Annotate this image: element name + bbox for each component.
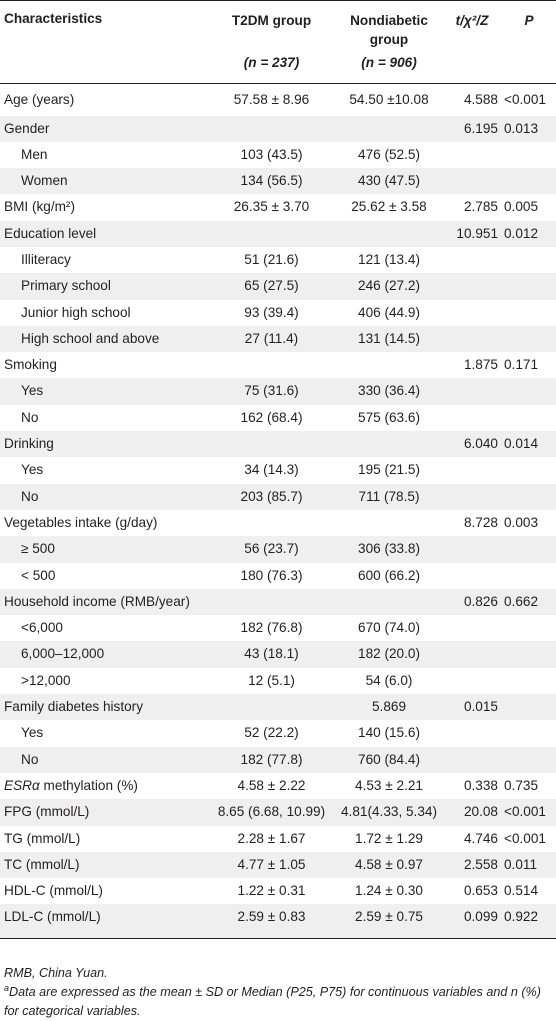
header-characteristics: Characteristics — [0, 1, 207, 54]
cell-t2dm: 43 (18.1) — [207, 641, 336, 667]
cell-statistic: 6.195 — [442, 116, 502, 142]
cell-nondiabetic: 1.24 ± 0.30 — [355, 883, 423, 899]
cell-p-value: <0.001 — [504, 830, 546, 846]
cell-t2dm: 27 (11.4) — [207, 326, 336, 352]
cell-t2dm — [207, 431, 336, 457]
cell-statistic — [442, 668, 502, 694]
cell-p-value — [502, 694, 556, 720]
cell-t2dm: 4.77 ± 1.05 — [207, 852, 336, 878]
cell-t2dm: 180 (76.3) — [240, 567, 303, 583]
cell-statistic: 20.08 — [442, 799, 502, 825]
row-label: TG (mmol/L) — [4, 830, 81, 846]
cell-t2dm — [207, 221, 336, 247]
cell-statistic — [442, 247, 502, 273]
row-label: Women — [0, 168, 207, 194]
cell-nondiabetic: 182 (20.0) — [336, 641, 442, 667]
row-label: < 500 — [21, 567, 56, 583]
table-row — [0, 221, 556, 247]
cell-statistic: 1.875 — [463, 357, 498, 373]
cell-statistic: 2.558 — [442, 852, 502, 878]
header-t2dm-n: (n = 237) — [207, 53, 336, 84]
row-label: No — [0, 484, 207, 510]
cell-p-value — [502, 484, 556, 510]
row-label: Yes — [21, 725, 44, 741]
table-row — [0, 300, 556, 326]
table-row — [0, 352, 556, 378]
header-t2dm-group: T2DM group — [207, 1, 336, 54]
cell-statistic — [442, 326, 502, 352]
cell-nondiabetic: 54.50 ±10.08 — [349, 92, 429, 107]
cell-t2dm: 51 (21.6) — [244, 251, 299, 267]
cell-nondiabetic: 121 (13.4) — [358, 251, 420, 267]
cell-statistic: 2.785 — [463, 199, 498, 215]
row-label: 6,000–12,000 — [0, 641, 207, 667]
cell-t2dm: 93 (39.4) — [244, 304, 299, 320]
cell-statistic: 0.653 — [463, 883, 498, 899]
row-label: Yes — [0, 378, 207, 404]
cell-p-value: <0.001 — [504, 92, 546, 107]
table-row — [0, 668, 556, 694]
cell-p-value — [502, 536, 556, 562]
table-row — [0, 326, 556, 352]
table-header — [0, 1, 556, 84]
cell-p-value — [502, 747, 556, 773]
row-label: >12,000 — [21, 672, 71, 688]
row-label: TC (mmol/L) — [0, 852, 207, 878]
cell-nondiabetic: 4.81(4.33, 5.34) — [336, 799, 442, 825]
cell-p-value: <0.001 — [502, 799, 556, 825]
cell-nondiabetic: 670 (74.0) — [358, 620, 420, 636]
data-expression-footnote — [4, 983, 552, 1021]
cell-statistic — [442, 273, 502, 299]
cell-statistic — [442, 641, 502, 667]
header-blank — [0, 53, 207, 84]
cell-statistic — [442, 378, 502, 404]
cell-p-value: 0.013 — [502, 116, 556, 142]
table-row — [0, 405, 556, 431]
cell-statistic — [442, 300, 502, 326]
cell-nondiabetic: 5.869 — [336, 694, 442, 720]
cell-statistic — [442, 563, 502, 589]
row-label: Men — [21, 146, 48, 162]
cell-nondiabetic: 4.58 ± 0.97 — [336, 852, 442, 878]
row-label: No — [21, 409, 39, 425]
cell-p-value: 0.662 — [502, 589, 556, 615]
cell-p-value: 0.735 — [504, 777, 539, 793]
cell-t2dm: 26.35 ± 3.70 — [233, 199, 310, 215]
cell-nondiabetic: 54 (6.0) — [365, 672, 413, 688]
cell-p-value — [502, 142, 556, 168]
cell-t2dm: 134 (56.5) — [207, 168, 336, 194]
cell-p-value: 0.012 — [502, 221, 556, 247]
cell-t2dm: 2.59 ± 0.83 — [207, 904, 336, 938]
cell-t2dm: 182 (77.8) — [207, 747, 336, 773]
row-label: Education level — [0, 221, 207, 247]
cell-p-value: 0.514 — [504, 883, 539, 899]
cell-t2dm — [207, 510, 336, 536]
cell-nondiabetic: 430 (47.5) — [336, 168, 442, 194]
cell-p-value — [502, 405, 556, 431]
cell-nondiabetic — [336, 352, 442, 378]
cell-statistic — [442, 747, 502, 773]
row-label: Illiteracy — [21, 251, 71, 267]
cell-t2dm: 2.28 ± 1.67 — [237, 830, 306, 846]
cell-statistic: 4.588 — [463, 92, 498, 107]
cell-t2dm: 103 (43.5) — [240, 146, 303, 162]
cell-nondiabetic: 140 (15.6) — [358, 725, 420, 741]
cell-nondiabetic: 195 (21.5) — [358, 462, 420, 478]
cell-p-value — [502, 457, 556, 483]
cell-nondiabetic — [336, 589, 442, 615]
row-label: FPG (mmol/L) — [0, 799, 207, 825]
cell-p-value: 0.003 — [504, 514, 539, 530]
cell-t2dm — [207, 694, 336, 720]
table-body — [0, 84, 556, 939]
cell-p-value — [502, 273, 556, 299]
cell-p-value: 0.014 — [502, 431, 556, 457]
table-row — [0, 799, 556, 825]
table-row — [0, 878, 556, 904]
table-row — [0, 747, 556, 773]
cell-t2dm — [207, 589, 336, 615]
table-row — [0, 484, 556, 510]
table-row — [0, 826, 556, 852]
cell-nondiabetic — [336, 116, 442, 142]
row-label: No — [0, 747, 207, 773]
table-row — [0, 510, 556, 536]
cell-nondiabetic: 711 (78.5) — [336, 484, 442, 510]
table-row — [0, 273, 556, 299]
cell-t2dm: 34 (14.3) — [244, 462, 299, 478]
cell-p-value — [502, 247, 556, 273]
cell-nondiabetic: 600 (66.2) — [358, 567, 420, 583]
header-blank — [502, 53, 556, 84]
row-label: HDL-C (mmol/L) — [4, 883, 103, 899]
cell-nondiabetic — [336, 431, 442, 457]
cell-p-value: 0.171 — [504, 357, 539, 373]
cell-p-value — [502, 300, 556, 326]
cell-statistic — [442, 168, 502, 194]
cell-nondiabetic: 575 (63.6) — [358, 409, 420, 425]
cell-p-value: 0.011 — [502, 852, 556, 878]
cell-nondiabetic — [336, 221, 442, 247]
header-blank — [442, 53, 502, 84]
table-row — [0, 641, 556, 667]
cell-t2dm — [207, 352, 336, 378]
cell-statistic — [442, 484, 502, 510]
row-label: Gender — [0, 116, 207, 142]
cell-t2dm: 8.65 (6.68, 10.99) — [207, 799, 336, 825]
cell-statistic: 0.338 — [463, 777, 498, 793]
table-row — [0, 168, 556, 194]
cell-p-value — [502, 168, 556, 194]
cell-statistic: 0.015 — [442, 694, 502, 720]
row-label: BMI (kg/m²) — [4, 199, 75, 215]
abbreviation-note: RMB, China Yuan. — [4, 966, 108, 980]
cell-t2dm: 52 (22.2) — [244, 725, 299, 741]
cell-t2dm: 1.22 ± 0.31 — [237, 883, 306, 899]
cell-nondiabetic: 476 (52.5) — [358, 146, 420, 162]
row-label: ESRα methylation (%) — [4, 777, 138, 793]
cell-p-value — [502, 668, 556, 694]
row-label: High school and above — [0, 326, 207, 352]
table-row — [0, 431, 556, 457]
cell-t2dm: 162 (68.4) — [240, 409, 303, 425]
table-row — [0, 536, 556, 562]
cell-p-value: 0.005 — [504, 199, 539, 215]
table-row — [0, 142, 556, 168]
cell-p-value — [502, 563, 556, 589]
cell-p-value — [502, 615, 556, 641]
cell-t2dm: 57.58 ± 8.96 — [233, 92, 310, 107]
table-row — [0, 904, 556, 938]
cell-p-value — [502, 720, 556, 746]
cell-statistic: 6.040 — [442, 431, 502, 457]
cell-nondiabetic: 406 (44.9) — [358, 304, 420, 320]
footnote-mark: a — [4, 982, 10, 993]
cell-statistic — [442, 720, 502, 746]
header-nondiabetic-group: Nondiabetic group — [336, 1, 442, 54]
table-notes — [4, 964, 552, 1021]
row-label: Primary school — [0, 273, 207, 299]
table-row — [0, 852, 556, 878]
table-row — [0, 457, 556, 483]
cell-statistic: 0.099 — [442, 904, 502, 938]
cell-nondiabetic: 246 (27.2) — [336, 273, 442, 299]
cell-t2dm: 56 (23.7) — [207, 536, 336, 562]
cell-t2dm: 203 (85.7) — [207, 484, 336, 510]
cell-nondiabetic: 4.53 ± 2.21 — [355, 777, 423, 793]
cell-t2dm: 182 (76.8) — [240, 620, 303, 636]
row-label: Household income (RMB/year) — [0, 589, 207, 615]
cell-nondiabetic: 131 (14.5) — [336, 326, 442, 352]
cell-nondiabetic: 25.62 ± 3.58 — [351, 199, 427, 215]
cell-statistic — [442, 142, 502, 168]
cell-statistic — [442, 405, 502, 431]
cell-p-value — [502, 641, 556, 667]
cell-t2dm: 4.58 ± 2.22 — [237, 777, 306, 793]
table-row — [0, 615, 556, 641]
cell-statistic — [442, 615, 502, 641]
cell-statistic: 4.746 — [463, 830, 498, 846]
cell-statistic: 8.728 — [463, 514, 498, 530]
table-row — [0, 194, 556, 220]
cell-statistic: 10.951 — [442, 221, 502, 247]
cell-t2dm — [207, 116, 336, 142]
table-row — [0, 247, 556, 273]
cell-statistic — [442, 457, 502, 483]
cell-t2dm: 65 (27.5) — [207, 273, 336, 299]
table-row — [0, 720, 556, 746]
cell-nondiabetic: 760 (84.4) — [336, 747, 442, 773]
row-label: Yes — [21, 462, 44, 478]
row-label: ≥ 500 — [0, 536, 207, 562]
row-label: LDL-C (mmol/L) — [0, 904, 207, 938]
row-label: Vegetables intake (g/day) — [4, 514, 158, 530]
row-label: <6,000 — [21, 620, 63, 636]
header-nondiabetic-n: (n = 906) — [336, 53, 442, 84]
header-test-statistic: t/χ²/Z — [442, 1, 502, 54]
cell-t2dm: 12 (5.1) — [248, 672, 295, 688]
cell-nondiabetic: 306 (33.8) — [336, 536, 442, 562]
row-label: Drinking — [0, 431, 207, 457]
cell-nondiabetic — [336, 510, 442, 536]
row-label: Family diabetes history — [0, 694, 207, 720]
cell-nondiabetic: 330 (36.4) — [336, 378, 442, 404]
row-label: Age (years) — [4, 92, 75, 107]
footnote-text: Data are expressed as the mean ± SD or Median (P25, P75) for continuous variables and n (%) for categorical variables. — [4, 985, 541, 1018]
cell-nondiabetic: 1.72 ± 1.29 — [355, 830, 423, 846]
table-row — [0, 378, 556, 404]
table-row — [0, 84, 556, 116]
table-row — [0, 773, 556, 799]
cell-nondiabetic: 2.59 ± 0.75 — [336, 904, 442, 938]
table-row — [0, 694, 556, 720]
cell-p-value — [502, 326, 556, 352]
table-row — [0, 563, 556, 589]
table-row — [0, 116, 556, 142]
cell-statistic — [442, 536, 502, 562]
row-label: Smoking — [4, 357, 57, 373]
cell-t2dm: 75 (31.6) — [207, 378, 336, 404]
cell-p-value: 0.922 — [502, 904, 556, 938]
cell-p-value — [502, 378, 556, 404]
cell-statistic: 0.826 — [442, 589, 502, 615]
table-row — [0, 589, 556, 615]
header-p-value: P — [502, 1, 556, 54]
row-label: Junior high school — [21, 304, 131, 320]
